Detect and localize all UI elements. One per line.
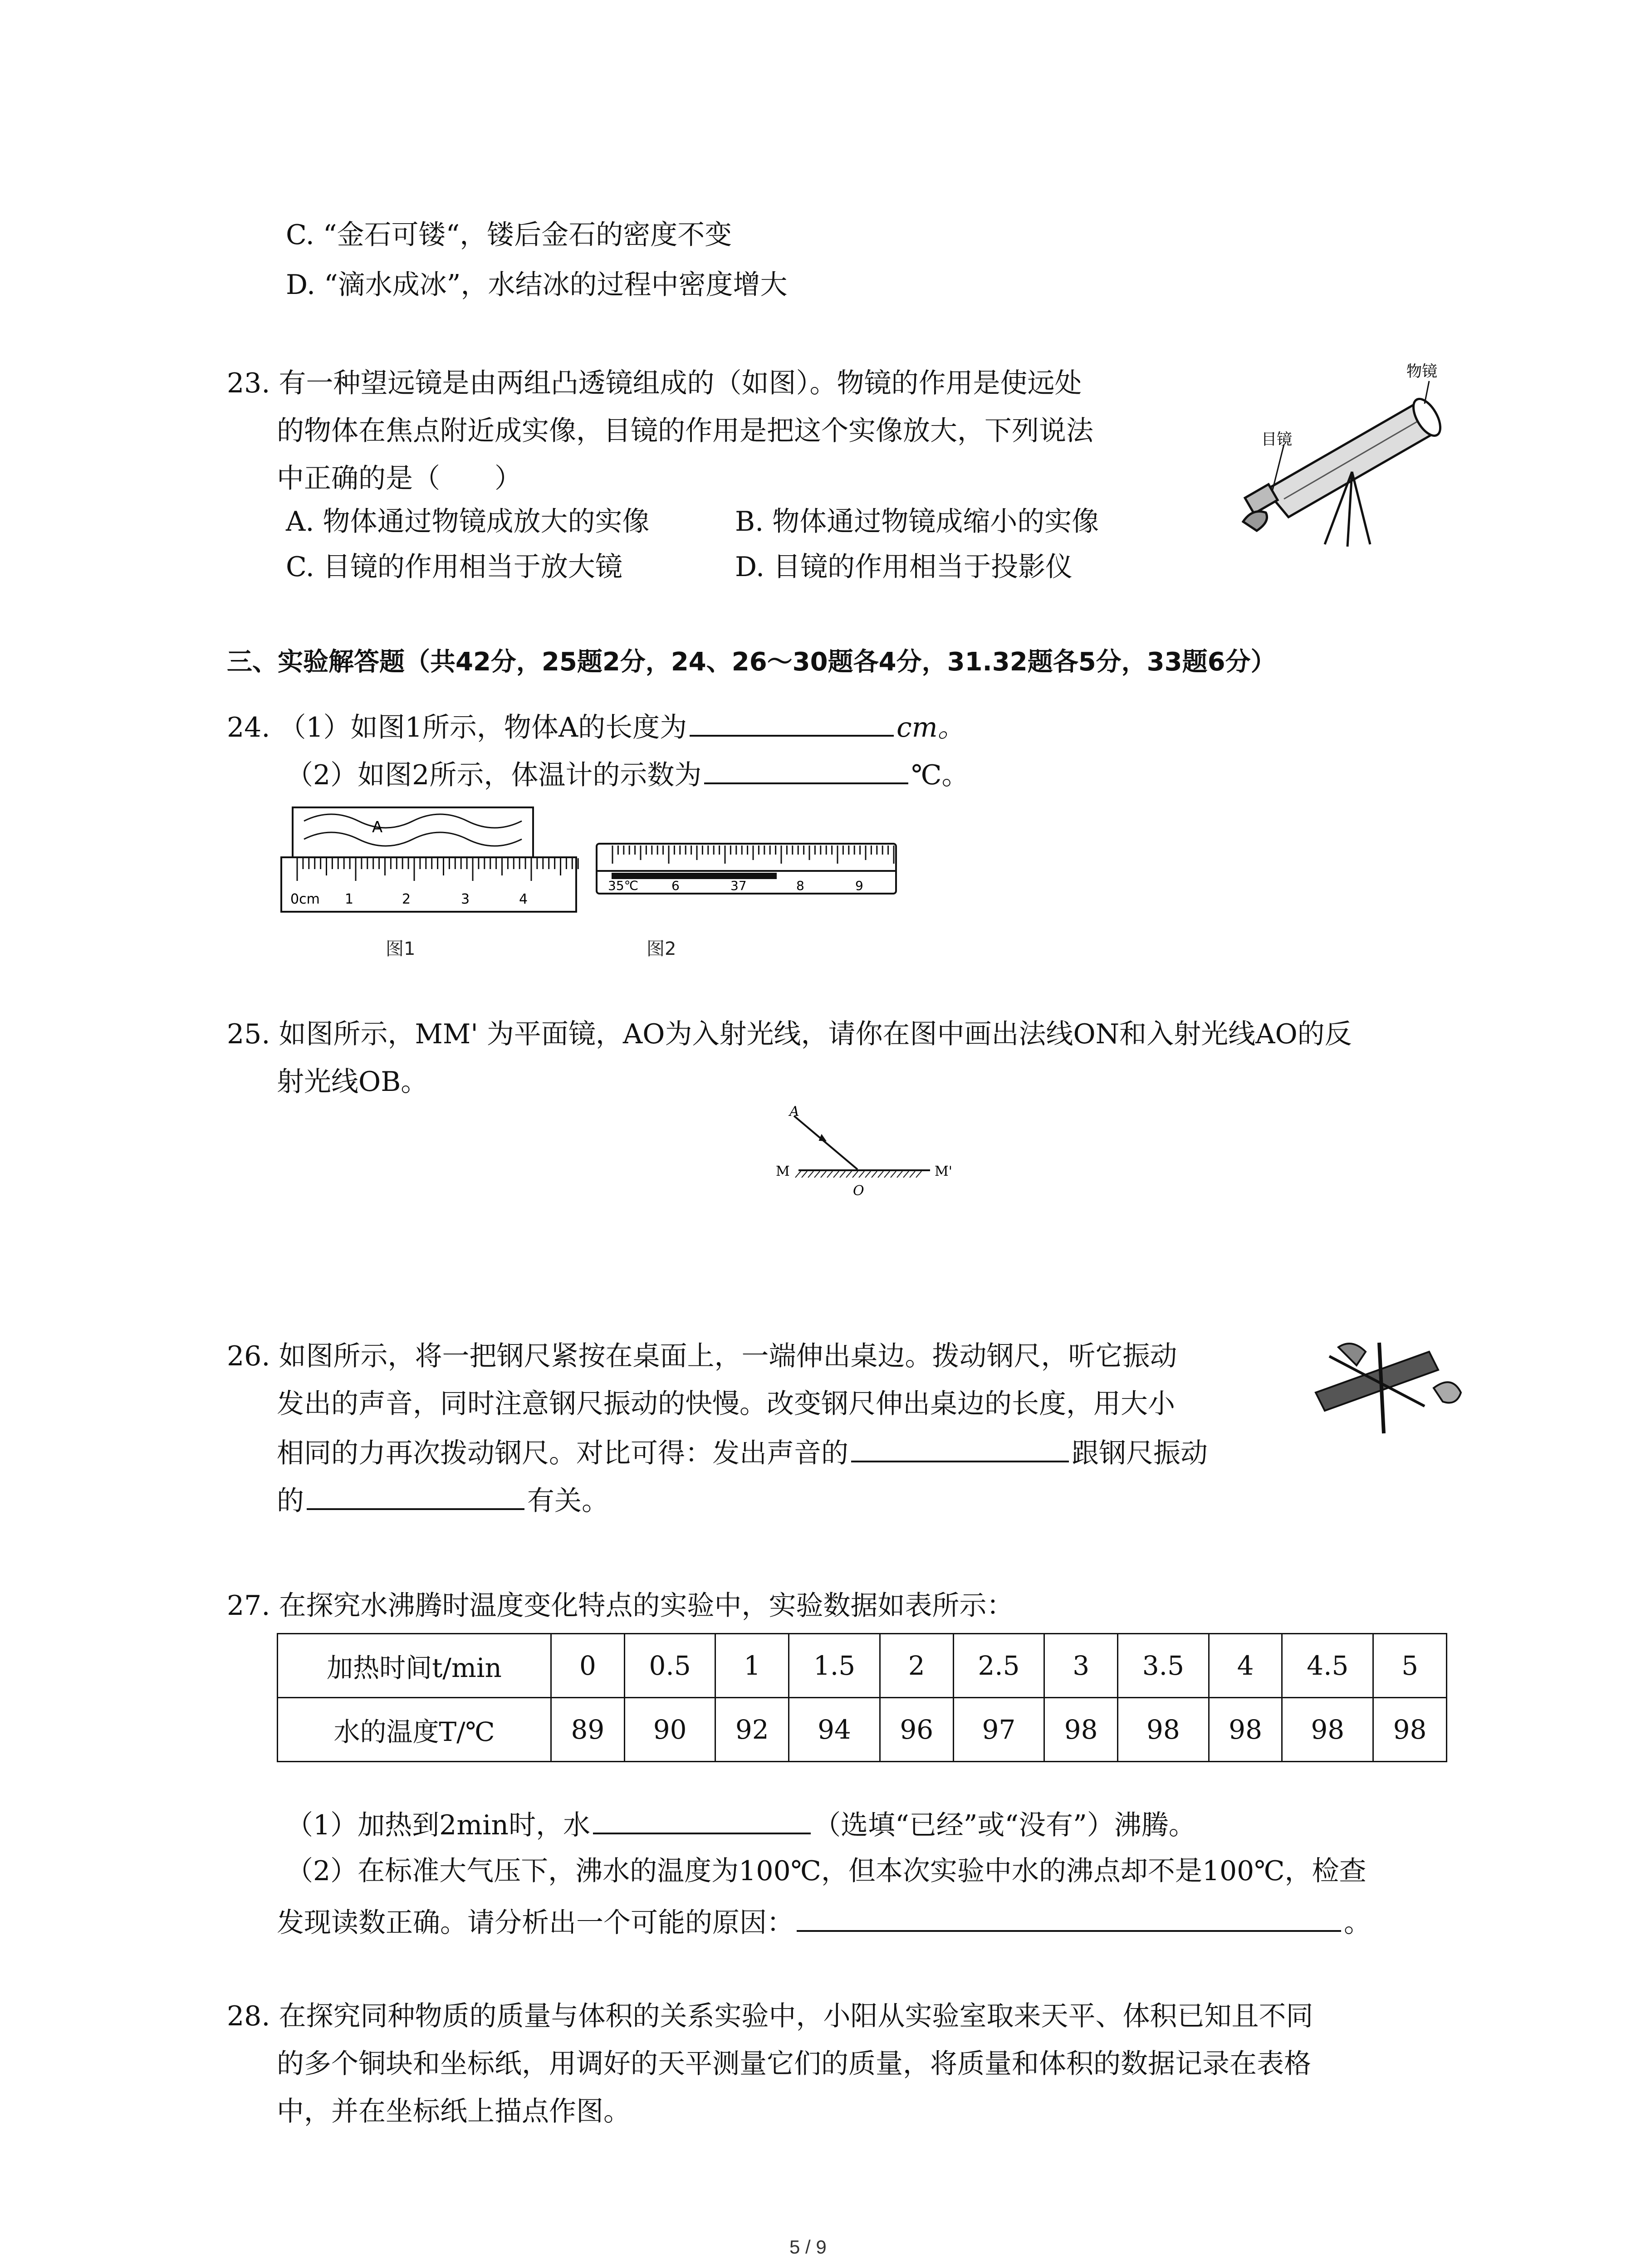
thermo-tick-37: 37 <box>730 878 747 893</box>
q28-line2: 的多个铜块和坐标纸，用调好的天平测量它们的质量，将质量和体积的数据记录在表格 <box>277 2048 1311 2080</box>
q27-sub2-tail: 。 <box>1344 1907 1371 1939</box>
table-cell: 4.5 <box>1282 1634 1373 1698</box>
table-cell: 92 <box>715 1698 789 1762</box>
mirror-hatch-mark <box>897 1171 902 1178</box>
q24-part1 <box>227 708 965 746</box>
ruler-tick-3: 3 <box>461 891 470 907</box>
table-row-temperature <box>278 1698 1447 1762</box>
q27-sub1-tail: （选填“已经”或“没有”）沸腾。 <box>813 1809 1196 1841</box>
mirror-hatch-mark <box>884 1171 890 1178</box>
q26-line3-tail: 跟钢尺振动 <box>1072 1437 1208 1469</box>
mirror-hatch-mark <box>795 1171 801 1178</box>
mirror-label-m: M <box>776 1163 790 1179</box>
table-cell: 3.5 <box>1118 1634 1209 1698</box>
table-cell: 97 <box>953 1698 1044 1762</box>
q27-sub2-line1: （2）在标准大气压下，沸水的温度为100℃，但本次实验中水的沸点却不是100℃，检查 <box>286 1855 1367 1887</box>
figure-1-caption: 图1 <box>386 938 416 959</box>
q23-option-d: D. 目镜的作用相当于投影仪 <box>735 551 1073 583</box>
mirror-hatch-mark <box>840 1171 845 1178</box>
telescope-label-objective: 物镜 <box>1406 362 1437 381</box>
table-cell: 89 <box>551 1698 625 1762</box>
mirror-hatch-mark <box>833 1171 839 1178</box>
mirror-hatch-mark <box>827 1171 833 1178</box>
page-number: 5 / 9 <box>789 2236 827 2258</box>
q27-blank-1[interactable] <box>593 1805 811 1834</box>
table-cell: 94 <box>789 1698 880 1762</box>
q26-line2: 发出的声音，同时注意钢尺振动的快慢。改变钢尺伸出桌边的长度，用大小 <box>277 1388 1175 1420</box>
table-cell: 90 <box>624 1698 715 1762</box>
q24-part2-text: （2）如图2所示，体温计的示数为 <box>286 759 702 791</box>
mirror-hatch-mark <box>891 1171 896 1178</box>
table-cell: 2 <box>880 1634 953 1698</box>
ruler-tick-4: 4 <box>519 891 528 907</box>
ruler-tick-2: 2 <box>402 891 411 907</box>
q23-option-c: C. 目镜的作用相当于放大镜 <box>286 551 622 583</box>
q27-sub1 <box>286 1805 1196 1843</box>
telescope-figure <box>1234 354 1470 553</box>
table-cell: 1.5 <box>789 1634 880 1698</box>
thermometer-figure <box>594 839 903 903</box>
mirror-hatch-mark <box>865 1171 871 1178</box>
table-cell: 98 <box>1118 1698 1209 1762</box>
q27-data-table <box>277 1633 1447 1762</box>
thermo-tick-39: 9 <box>855 878 863 893</box>
mirror-hatch-mark <box>910 1171 915 1178</box>
table-cell: 3 <box>1044 1634 1118 1698</box>
table-cell: 2.5 <box>953 1634 1044 1698</box>
mirror-hatch-mark <box>852 1171 858 1178</box>
q24-part1-text: 24. （1）如图1所示，物体A的长度为 <box>227 712 687 743</box>
q26-line4-text: 的 <box>277 1485 304 1517</box>
mirror-hatch-mark <box>802 1171 807 1178</box>
table-row-time <box>278 1634 1447 1698</box>
mirror-hatch-mark <box>821 1171 826 1178</box>
ruler-object-label: A <box>372 818 383 836</box>
mirror-hatch-mark <box>859 1171 864 1178</box>
table-cell: 0 <box>551 1634 625 1698</box>
table-cell: 98 <box>1044 1698 1118 1762</box>
q26-line4-tail: 有关。 <box>527 1485 609 1517</box>
table-cell: 98 <box>1282 1698 1373 1762</box>
q24-part2-unit: ℃。 <box>911 759 969 791</box>
q26-blank-1[interactable] <box>851 1433 1069 1462</box>
q26-line4 <box>277 1481 609 1519</box>
steel-ruler-figure <box>1311 1338 1465 1438</box>
ruler-tick-0: 0cm <box>290 891 320 907</box>
q27-sub2-text: 发现读数正确。请分析出一个可能的原因： <box>277 1907 794 1939</box>
q23-line3: 中正确的是（ ） <box>277 463 522 494</box>
section-heading: 三、实验解答题（共42分，25题2分，24、26～30题各4分，31.32题各5分，33题6分） <box>227 647 1276 677</box>
table-cell: 96 <box>880 1698 953 1762</box>
table-cell: 0.5 <box>624 1634 715 1698</box>
q26-line1: 26. 如图所示，将一把钢尺紧按在桌面上，一端伸出桌边。拨动钢尺，听它振动 <box>227 1340 1177 1372</box>
mirror-label-o: O <box>853 1183 864 1199</box>
ruler-tick-1: 1 <box>345 891 354 907</box>
q25-line2: 射光线OB。 <box>277 1066 428 1098</box>
q24-blank-2[interactable] <box>704 755 908 784</box>
q23-option-b: B. 物体通过物镜成缩小的实像 <box>735 506 1099 538</box>
q23-line2: 的物体在焦点附近成实像，目镜的作用是把这个实像放大，下列说法 <box>277 415 1093 447</box>
mirror-hatch-mark <box>916 1171 921 1178</box>
table-cell: 98 <box>1209 1698 1282 1762</box>
q25-line1: 25. 如图所示，MM' 为平面镜，AO为入射光线，请你在图中画出法线ON和入射光线AO的反 <box>227 1018 1352 1050</box>
q24-blank-1[interactable] <box>690 708 894 737</box>
table-cell: 4 <box>1209 1634 1282 1698</box>
q23-line1: 23. 有一种望远镜是由两组凸透镜组成的（如图）。物镜的作用是使远处 <box>227 367 1082 399</box>
mirror-hatch-mark <box>808 1171 813 1178</box>
telescope-label-eyepiece: 目镜 <box>1261 430 1292 449</box>
mirror-hatch-mark <box>846 1171 852 1178</box>
table-cell: 1 <box>715 1634 789 1698</box>
mirror-hatch-mark <box>878 1171 883 1178</box>
mirror-label-m-prime: M' <box>935 1163 952 1179</box>
mirror-hatch-mark <box>814 1171 820 1178</box>
q27-sub2-line2 <box>277 1903 1371 1941</box>
q24-part1-unit: cm。 <box>896 712 965 743</box>
table-cell: 5 <box>1373 1634 1447 1698</box>
q22-option-c: C. “金石可镂“，镂后金石的密度不变 <box>286 219 732 251</box>
figure-2-caption: 图2 <box>647 938 676 959</box>
q26-line3 <box>277 1433 1208 1471</box>
q26-line3-text: 相同的力再次拨动钢尺。对比可得：发出声音的 <box>277 1437 848 1469</box>
ruler-figure <box>277 803 581 916</box>
mirror-hatch-mark <box>872 1171 877 1178</box>
q23-option-a: A. 物体通过物镜成放大的实像 <box>286 506 650 538</box>
table-header-temperature: 水的温度T/℃ <box>278 1698 551 1762</box>
q28-line1: 28. 在探究同种物质的质量与体积的关系实验中，小阳从实验室取来天平、体积已知且不同 <box>227 2000 1313 2032</box>
table-header-time: 加热时间t/min <box>278 1634 551 1698</box>
q27-blank-2[interactable] <box>797 1903 1341 1932</box>
thermo-tick-35: 35℃ <box>608 878 639 893</box>
thermo-tick-36: 6 <box>671 878 680 893</box>
q28-line3: 中，并在坐标纸上描点作图。 <box>277 2096 631 2127</box>
table-cell: 98 <box>1373 1698 1447 1762</box>
q24-part2 <box>286 755 969 793</box>
mirror-label-a: A <box>789 1104 799 1119</box>
q26-blank-2[interactable] <box>307 1481 524 1510</box>
plane-mirror-figure <box>771 1102 980 1207</box>
mirror-hatch-mark <box>903 1171 909 1178</box>
thermo-tick-38: 8 <box>796 878 804 893</box>
q22-option-d: D. “滴水成冰”，水结冰的过程中密度增大 <box>286 269 788 301</box>
q27-intro: 27. 在探究水沸腾时温度变化特点的实验中，实验数据如表所示： <box>227 1590 1014 1622</box>
q27-sub1-text: （1）加热到2min时，水 <box>286 1809 591 1841</box>
